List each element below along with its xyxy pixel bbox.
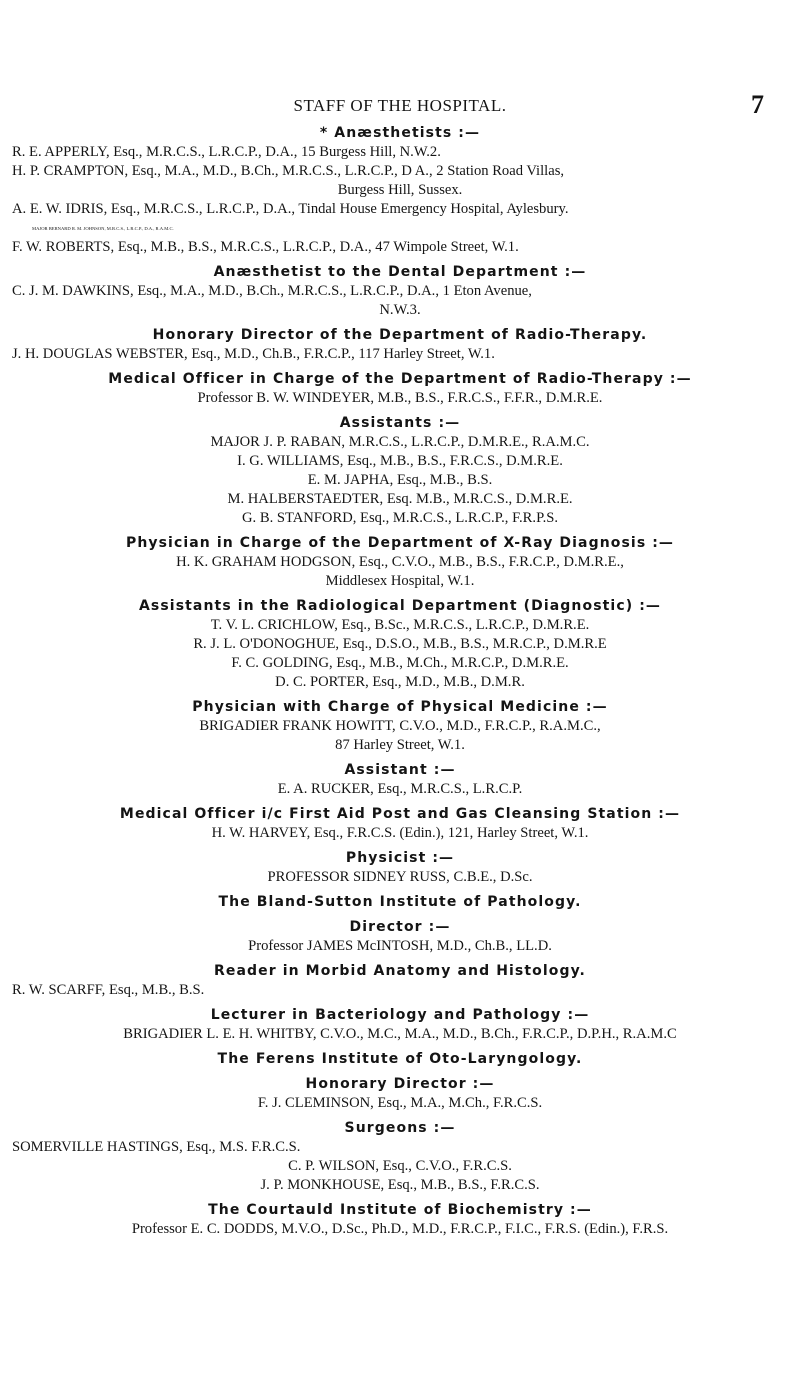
- staff-entry: F. J. CLEMINSON, Esq., M.A., M.Ch., F.R.C.S.: [257, 1095, 543, 1111]
- section-heading: Medical Officer in Charge of the Department of Radio-Therapy :—: [108, 371, 692, 387]
- staff-entry: Professor JAMES McINTOSH, M.D., Ch.B., LL.D.: [248, 938, 552, 954]
- staff-entry: M. HALBERSTAEDTER, Esq. M.B., M.R.C.S., D.M.R.E.: [227, 491, 573, 507]
- staff-entry: J. P. MONKHOUSE, Esq., M.B., B.S., F.R.C.S.: [260, 1177, 540, 1193]
- staff-entry: R. E. APPERLY, Esq., M.R.C.S., L.R.C.P., D.A., 15 Burgess Hill, N.W.2.: [12, 144, 441, 160]
- staff-entry: MAJOR J. P. RABAN, M.R.C.S., L.R.C.P., D.M.R.E., R.A.M.C.: [210, 434, 590, 450]
- staff-entry: Middlesex Hospital, W.1.: [325, 573, 475, 589]
- staff-entry: I. G. WILLIAMS, Esq., M.B., B.S., F.R.C.S., D.M.R.E.: [237, 453, 563, 469]
- section-heading: Surgeons :—: [344, 1120, 456, 1136]
- staff-entry: R. J. L. O'DONOGHUE, Esq., D.S.O., M.B., B.S., M.R.C.P., D.M.R.E: [193, 636, 607, 652]
- section-heading: Anæsthetist to the Dental Department :—: [213, 264, 587, 280]
- section-heading: Medical Officer i/c First Aid Post and Gas Cleansing Station :—: [119, 806, 681, 822]
- staff-entry: Burgess Hill, Sussex.: [337, 182, 463, 198]
- section-heading: Physicist :—: [345, 850, 455, 866]
- running-head: [0, 90, 800, 120]
- staff-entry: G. B. STANFORD, Esq., M.R.C.S., L.R.C.P., F.R.P.S.: [242, 510, 558, 526]
- page-number: 7: [751, 90, 764, 119]
- staff-entry: H. P. CRAMPTON, Esq., M.A., M.D., B.Ch., M.R.C.S., L.R.C.P., D A., 2 Station Road Villas,: [12, 163, 565, 179]
- staff-entry: D. C. PORTER, Esq., M.D., M.B., D.M.R.: [275, 674, 525, 690]
- staff-entry: A. E. W. IDRIS, Esq., M.R.C.S., L.R.C.P., D.A., Tindal House Emergency Hospital, Aylesbury.: [12, 201, 569, 217]
- section-heading: Assistants :—: [339, 415, 461, 431]
- section-heading: The Ferens Institute of Oto-Laryngology.: [217, 1051, 583, 1067]
- staff-entry: F. C. GOLDING, Esq., M.B., M.Ch., M.R.C.P., D.M.R.E.: [231, 655, 569, 671]
- staff-entry: BRIGADIER FRANK HOWITT, C.V.O., M.D., F.R.C.P., R.A.M.C.,: [199, 718, 601, 734]
- staff-entry: H. K. GRAHAM HODGSON, Esq., C.V.O., M.B., B.S., F.R.C.P., D.M.R.E.,: [176, 554, 624, 570]
- staff-list: [12, 124, 788, 1239]
- section-heading: Assistants in the Radiological Department (Diagnostic) :—: [139, 598, 661, 614]
- staff-entry: N.W.3.: [379, 302, 421, 318]
- staff-entry: Professor E. C. DODDS, M.V.O., D.Sc., Ph.D., M.D., F.R.C.P., F.I.C., F.R.S. (Edin.), F.R.S.: [131, 1221, 669, 1237]
- staff-entry: E. A. RUCKER, Esq., M.R.C.S., L.R.C.P.: [277, 781, 523, 797]
- staff-entry: BRIGADIER L. E. H. WHITBY, C.V.O., M.C., M.A., M.D., B.Ch., F.R.C.P., D.P.H., R.A.M.C: [123, 1026, 677, 1042]
- staff-entry: R. W. SCARFF, Esq., M.B., B.S.: [12, 982, 205, 998]
- staff-entry: SOMERVILLE HASTINGS, Esq., M.S. F.R.C.S.: [12, 1139, 301, 1155]
- staff-entry: E. M. JAPHA, Esq., M.B., B.S.: [307, 472, 493, 488]
- section-heading: Honorary Director :—: [305, 1076, 495, 1092]
- staff-entry: C. J. M. DAWKINS, Esq., M.A., M.D., B.Ch., M.R.C.S., L.R.C.P., D.A., 1 Eton Avenue,: [12, 283, 532, 299]
- section-heading: Lecturer in Bacteriology and Pathology :—: [210, 1007, 590, 1023]
- section-heading: Physician with Charge of Physical Medicine :—: [192, 699, 608, 715]
- section-heading: Physician in Charge of the Department of X-Ray Diagnosis :—: [125, 535, 675, 551]
- section-heading: Assistant :—: [344, 762, 456, 778]
- staff-entry: MAJOR BERNARD R. M. JOHNSON, M.R.C.S., L.R.C.P., D.A., R.A.M.C.: [32, 226, 174, 231]
- section-heading: Director :—: [349, 919, 451, 935]
- staff-entry: F. W. ROBERTS, Esq., M.B., B.S., M.R.C.S., L.R.C.P., D.A., 47 Wimpole Street, W.1.: [12, 239, 519, 255]
- running-title: STAFF OF THE HOSPITAL.: [293, 96, 507, 115]
- section-heading: * Anæsthetists :—: [319, 125, 481, 141]
- staff-entry: Professor B. W. WINDEYER, M.B., B.S., F.R.C.S., F.F.R., D.M.R.E.: [197, 390, 603, 406]
- staff-entry: T. V. L. CRICHLOW, Esq., B.Sc., M.R.C.S., L.R.C.P., D.M.R.E.: [210, 617, 590, 633]
- staff-entry: J. H. DOUGLAS WEBSTER, Esq., M.D., Ch.B., F.R.C.P., 117 Harley Street, W.1.: [12, 346, 495, 362]
- staff-entry: H. W. HARVEY, Esq., F.R.C.S. (Edin.), 121, Harley Street, W.1.: [211, 825, 589, 841]
- section-heading: The Bland-Sutton Institute of Pathology.: [218, 894, 582, 910]
- section-heading: Reader in Morbid Anatomy and Histology.: [214, 963, 586, 979]
- section-heading: The Courtauld Institute of Biochemistry :—: [208, 1202, 592, 1218]
- section-heading: Honorary Director of the Department of Radio-Therapy.: [152, 327, 648, 343]
- staff-entry: 87 Harley Street, W.1.: [335, 737, 465, 753]
- staff-entry: C. P. WILSON, Esq., C.V.O., F.R.C.S.: [288, 1158, 512, 1174]
- staff-entry: PROFESSOR SIDNEY RUSS, C.B.E., D.Sc.: [267, 869, 533, 885]
